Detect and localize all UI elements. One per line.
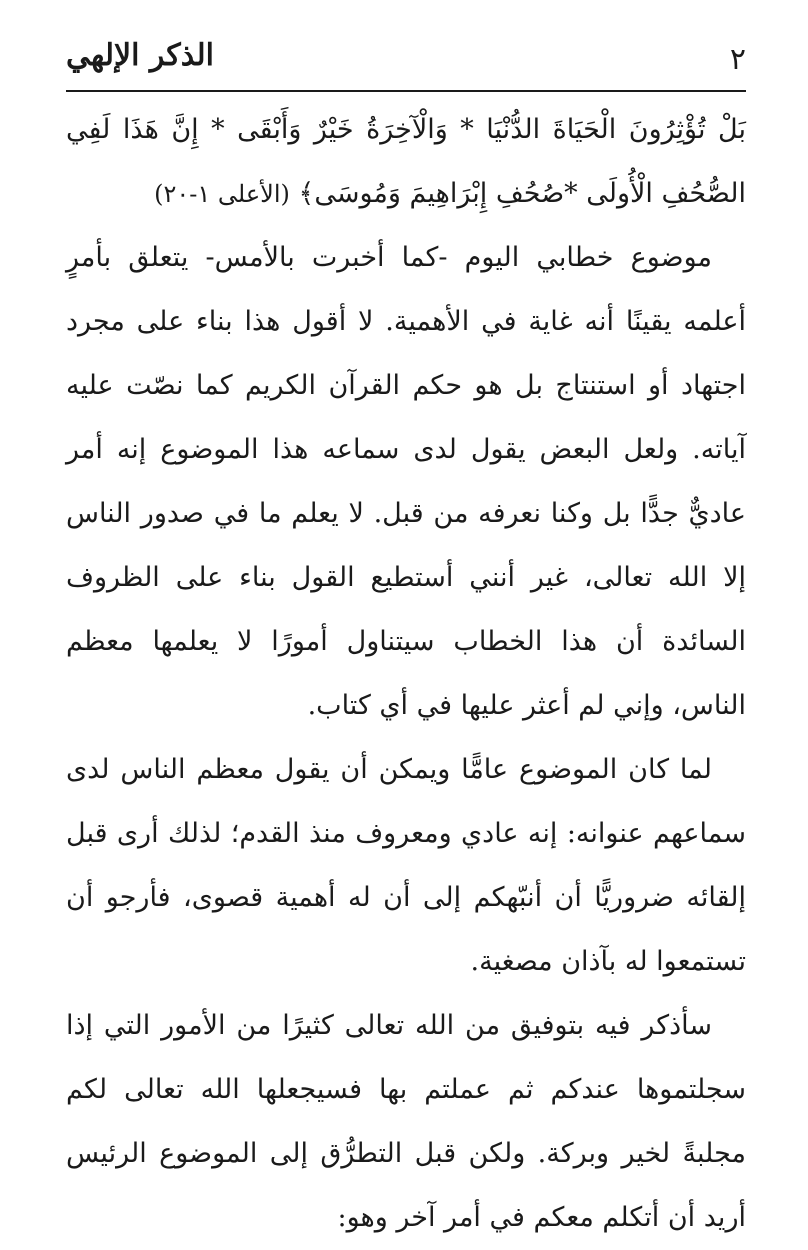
verse-reference: (الأعلى ١-٢٠) [154, 180, 290, 208]
body-text [66, 92, 746, 1250]
running-header [66, 0, 746, 92]
verse-text: بَلْ تُؤْثِرُونَ الْحَيَاةَ الدُّنْيَا * وَالْآخِرَةُ خَيْرٌ وَأَبْقَى * إِنَّ هَذَا لَفِي الصُّحُفِ الْأُولَى *صُحُفِ إِبْرَاهِيمَ وَمُوسَى﴾ [66, 114, 746, 209]
paragraph-1: موضوع خطابي اليوم -كما أخبرت بالأمس- يتعلق بأمرٍ أعلمه يقينًا أنه غاية في الأهمية. لا أقول هذا بناء على مجرد اجتهاد أو استنتاج بل هو حكم القرآن الكريم كما نصّت عليه آياته. ولعل البعض يقول لدى سماعه هذا الموضوع إنه أمر عاديٌّ جدًّا بل وكنا نعرفه من قبل. لا يعلم ما في صدور الناس إلا الله تعالى، غير أنني أستطيع القول بناء على الظروف السائدة أن هذا الخطاب سيتناول أمورًا لا يعلمها معظم الناس، وإني لم أعثر عليها في أي كتاب. [66, 242, 746, 721]
paragraph-3: سأذكر فيه بتوفيق من الله تعالى كثيرًا من الأمور التي إذا سجلتموها عندكم ثم عملتم بها فسيجعلها الله تعالى لكم مجلبةً لخير وبركة. ولكن قبل التطرُّق إلى الموضوع الرئيس أريد أن أتكلم معكم في أمر آخر وهو: [66, 1010, 746, 1233]
paragraph-2: لما كان الموضوع عامًّا ويمكن أن يقول معظم الناس لدى سماعهم عنوانه: إنه عادي ومعروف منذ القدم؛ لذلك أرى قبل إلقائه ضروريًّا أن أنبّهكم إلى أن له أهمية قصوى، فأرجو أن تستمعوا له بآذان مصغية. [66, 754, 746, 977]
quran-verse [66, 98, 746, 226]
page-number: ٢ [729, 42, 746, 77]
running-title: الذكر الإلهي [66, 38, 214, 73]
